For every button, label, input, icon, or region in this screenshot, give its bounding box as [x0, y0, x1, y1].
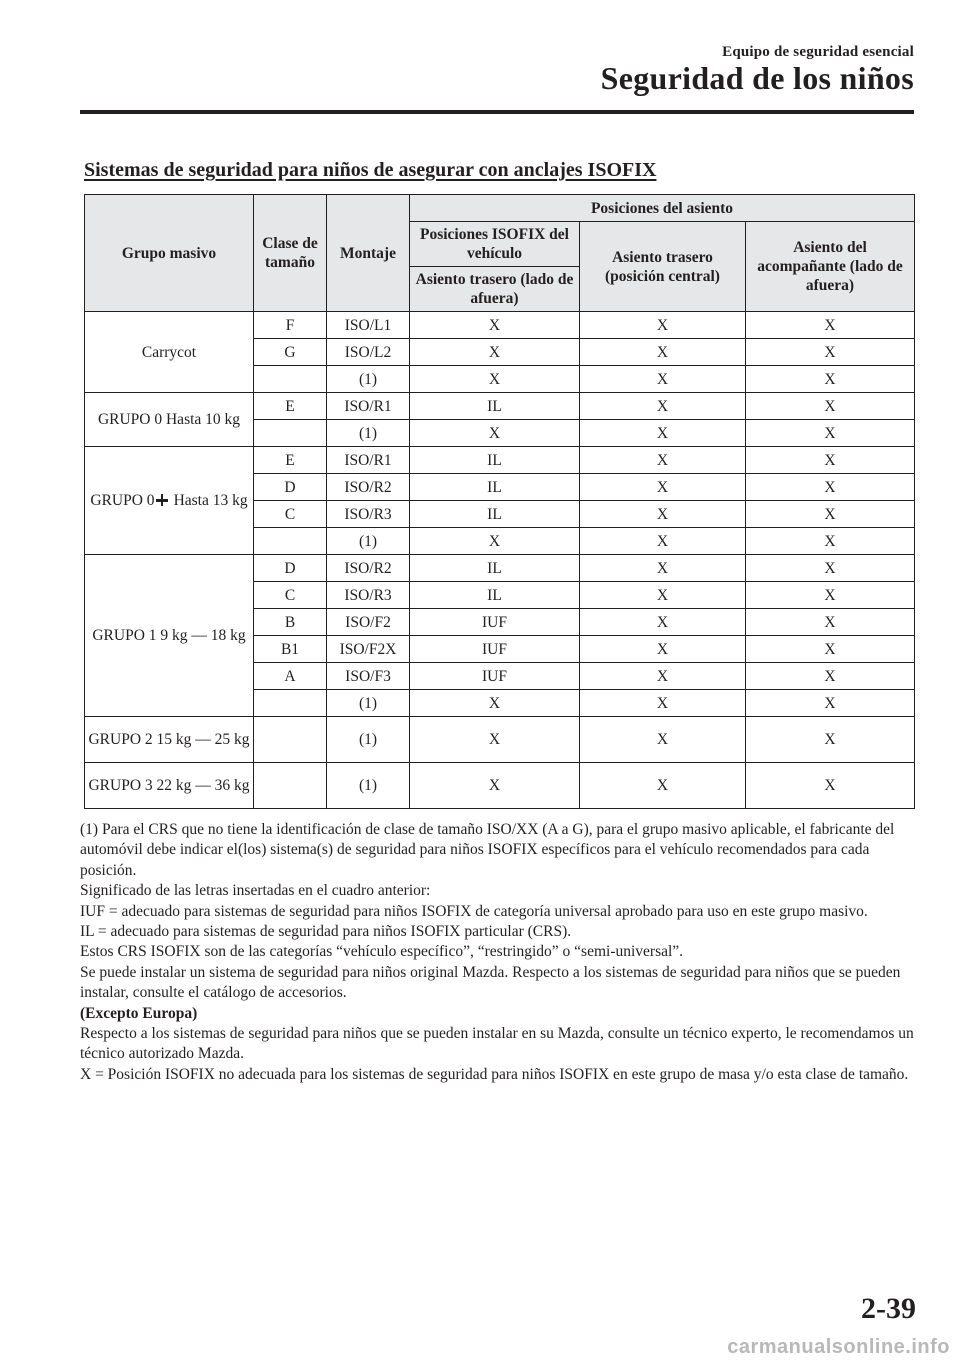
- size-class-cell: A: [254, 663, 327, 690]
- rear-center-cell: X: [580, 717, 746, 763]
- note-paragraph: Estos CRS ISOFIX son de las categorías “vehículo específico”, “restringido” o “semi-universal”.: [80, 943, 684, 961]
- header-divider: [80, 110, 914, 114]
- page-title: Seguridad de los niños: [600, 60, 914, 96]
- front-passenger-cell: X: [746, 582, 915, 609]
- table-row: [85, 717, 915, 763]
- notes: [80, 820, 920, 1085]
- table-row: [85, 312, 915, 339]
- fixture-cell: ISO/R2: [327, 474, 410, 501]
- header-vehicle-isofix-positions: Posiciones ISOFIX del vehículo: [410, 222, 580, 267]
- group-label: GRUPO 3 22 kg ― 36 kg: [85, 763, 254, 809]
- rear-center-cell: X: [580, 663, 746, 690]
- table-row: [85, 447, 915, 474]
- front-passenger-cell: X: [746, 501, 915, 528]
- rear-outboard-cell: IUF: [410, 663, 580, 690]
- rear-outboard-cell: X: [410, 690, 580, 717]
- group-label-prefix: GRUPO 0: [90, 492, 155, 509]
- rear-center-cell: X: [580, 609, 746, 636]
- note-paragraph: (1) Para el CRS que no tiene la identificación de clase de tamaño ISO/XX (A a G), para el grupo masivo aplicable, el fabricante del automóvil debe indicar el(los) sistema(s) de seguridad para niños ISOFIX específicos para el vehículo recomendados para cada posición.: [80, 821, 895, 879]
- note-heading: (Excepto Europa): [80, 1004, 198, 1022]
- table-row: [85, 393, 915, 420]
- fixture-cell: ISO/R1: [327, 447, 410, 474]
- size-class-cell: C: [254, 582, 327, 609]
- isofix-table-body: [85, 312, 915, 809]
- rear-center-cell: X: [580, 420, 746, 447]
- size-class-cell: F: [254, 312, 327, 339]
- section-title: Sistemas de seguridad para niños de asegurar con anclajes ISOFIX: [84, 159, 657, 181]
- rear-center-cell: X: [580, 501, 746, 528]
- plus-icon: [156, 494, 168, 506]
- size-class-cell: E: [254, 393, 327, 420]
- front-passenger-cell: X: [746, 393, 915, 420]
- fixture-cell: ISO/R2: [327, 555, 410, 582]
- rear-center-cell: X: [580, 312, 746, 339]
- rear-center-cell: X: [580, 339, 746, 366]
- fixture-cell: ISO/F2: [327, 609, 410, 636]
- fixture-cell: ISO/F3: [327, 663, 410, 690]
- rear-outboard-cell: IL: [410, 582, 580, 609]
- rear-center-cell: X: [580, 555, 746, 582]
- front-passenger-cell: X: [746, 555, 915, 582]
- group-label: [85, 447, 254, 555]
- header-subtitle: Equipo de seguridad esencial: [722, 44, 914, 60]
- rear-outboard-cell: IUF: [410, 636, 580, 663]
- fixture-cell: ISO/R3: [327, 501, 410, 528]
- front-passenger-cell: X: [746, 636, 915, 663]
- front-passenger-cell: X: [746, 690, 915, 717]
- group-label: GRUPO 0 Hasta 10 kg: [85, 393, 254, 447]
- size-class-cell: B: [254, 609, 327, 636]
- front-passenger-cell: X: [746, 717, 915, 763]
- fixture-cell: ISO/L1: [327, 312, 410, 339]
- header-fixture: Montaje: [327, 195, 410, 312]
- page-number: 2-39: [861, 1292, 916, 1325]
- rear-center-cell: X: [580, 528, 746, 555]
- size-class-cell: D: [254, 474, 327, 501]
- rear-center-cell: X: [580, 447, 746, 474]
- size-class-cell: [254, 366, 327, 393]
- rear-outboard-cell: IL: [410, 447, 580, 474]
- fixture-cell: (1): [327, 763, 410, 809]
- note-paragraph: Respecto a los sistemas de seguridad para niños que se pueden instalar en su Mazda, consulte un técnico experto, le recomendamos un técnico autorizado Mazda.: [80, 1025, 914, 1063]
- rear-center-cell: X: [580, 690, 746, 717]
- rear-center-cell: X: [580, 636, 746, 663]
- group-label-suffix: Hasta 13 kg: [173, 492, 248, 509]
- front-passenger-cell: X: [746, 609, 915, 636]
- rear-outboard-cell: IL: [410, 474, 580, 501]
- size-class-cell: [254, 528, 327, 555]
- table-row: [85, 555, 915, 582]
- header-group: Grupo masivo: [85, 195, 254, 312]
- size-class-cell: C: [254, 501, 327, 528]
- front-passenger-cell: X: [746, 366, 915, 393]
- rear-center-cell: X: [580, 474, 746, 501]
- rear-outboard-cell: X: [410, 420, 580, 447]
- fixture-cell: (1): [327, 366, 410, 393]
- table-row: [85, 763, 915, 809]
- fixture-cell: (1): [327, 717, 410, 763]
- rear-outboard-cell: IUF: [410, 609, 580, 636]
- rear-outboard-cell: X: [410, 528, 580, 555]
- note-paragraph: Significado de las letras insertadas en el cuadro anterior:: [80, 882, 431, 900]
- rear-outboard-cell: X: [410, 717, 580, 763]
- size-class-cell: E: [254, 447, 327, 474]
- isofix-table: [84, 194, 915, 809]
- note-paragraph: IUF = adecuado para sistemas de seguridad para niños ISOFIX de categoría universal aprobado para uso en este grupo masivo.: [80, 902, 868, 920]
- front-passenger-cell: X: [746, 447, 915, 474]
- rear-outboard-cell: IL: [410, 393, 580, 420]
- rear-outboard-cell: X: [410, 763, 580, 809]
- rear-outboard-cell: IL: [410, 555, 580, 582]
- group-label: GRUPO 2 15 kg ― 25 kg: [85, 717, 254, 763]
- note-paragraph: Se puede instalar un sistema de seguridad para niños original Mazda. Respecto a los sistemas de seguridad para niños que se pueden instalar, consulte el catálogo de accesorios.: [80, 963, 901, 1002]
- rear-outboard-cell: X: [410, 312, 580, 339]
- size-class-cell: [254, 420, 327, 447]
- note-paragraph: X = Posición ISOFIX no adecuada para los sistemas de seguridad para niños ISOFIX en este grupo de masa y/o esta clase de tamaño.: [80, 1065, 909, 1083]
- group-label: Carrycot: [85, 312, 254, 393]
- header-rear-center: Asiento trasero (posición central): [580, 222, 746, 312]
- front-passenger-cell: X: [746, 474, 915, 501]
- front-passenger-cell: X: [746, 763, 915, 809]
- front-passenger-cell: X: [746, 312, 915, 339]
- size-class-cell: G: [254, 339, 327, 366]
- rear-center-cell: X: [580, 582, 746, 609]
- size-class-cell: [254, 717, 327, 763]
- rear-center-cell: X: [580, 366, 746, 393]
- size-class-cell: B1: [254, 636, 327, 663]
- rear-center-cell: X: [580, 763, 746, 809]
- rear-outboard-cell: X: [410, 339, 580, 366]
- front-passenger-cell: X: [746, 339, 915, 366]
- front-passenger-cell: X: [746, 663, 915, 690]
- size-class-cell: [254, 690, 327, 717]
- front-passenger-cell: X: [746, 420, 915, 447]
- fixture-cell: ISO/R3: [327, 582, 410, 609]
- header-rear-outboard: Asiento trasero (lado de afuera): [410, 267, 580, 312]
- rear-center-cell: X: [580, 393, 746, 420]
- fixture-cell: (1): [327, 528, 410, 555]
- header-front-passenger: Asiento del acompañante (lado de afuera): [746, 222, 915, 312]
- fixture-cell: ISO/L2: [327, 339, 410, 366]
- fixture-cell: (1): [327, 690, 410, 717]
- size-class-cell: D: [254, 555, 327, 582]
- rear-outboard-cell: IL: [410, 501, 580, 528]
- rear-outboard-cell: X: [410, 366, 580, 393]
- fixture-cell: ISO/F2X: [327, 636, 410, 663]
- fixture-cell: ISO/R1: [327, 393, 410, 420]
- watermark: carmanualsonline.info: [727, 1336, 950, 1358]
- fixture-cell: (1): [327, 420, 410, 447]
- group-label: GRUPO 1 9 kg ― 18 kg: [85, 555, 254, 717]
- note-paragraph: IL = adecuado para sistemas de seguridad para niños ISOFIX particular (CRS).: [80, 923, 572, 941]
- header-seat-positions: Posiciones del asiento: [410, 195, 915, 222]
- size-class-cell: [254, 763, 327, 809]
- header-size-class: Clase de tamaño: [254, 195, 327, 312]
- front-passenger-cell: X: [746, 528, 915, 555]
